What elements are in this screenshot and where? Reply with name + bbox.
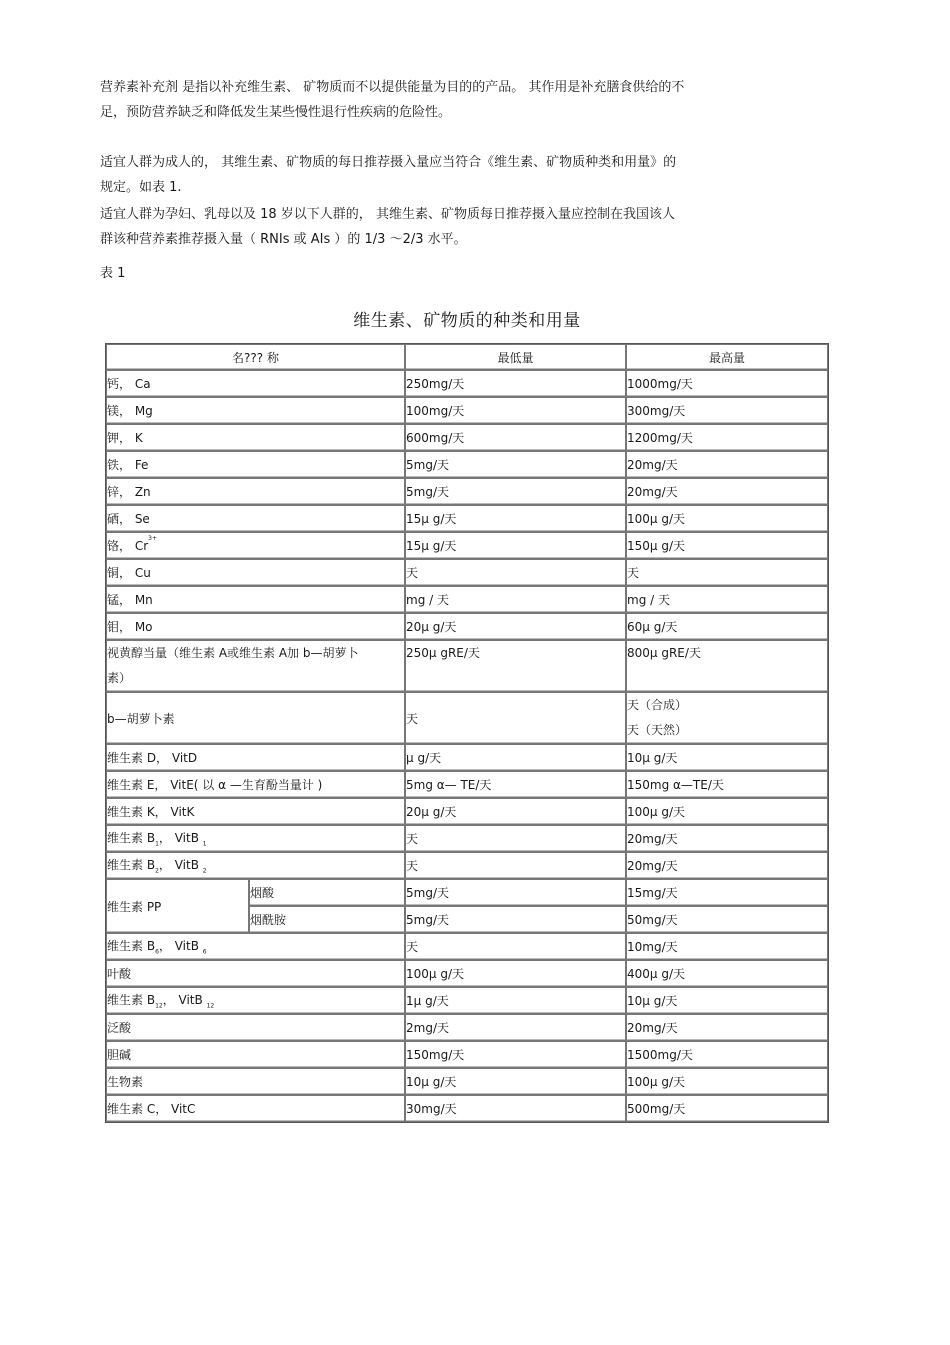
nutrient-name: b—胡萝卜素 bbox=[106, 692, 405, 744]
nutrient-subscript: 1 bbox=[202, 840, 207, 848]
min-amount: 天 bbox=[405, 559, 626, 586]
min-amount: 天 bbox=[405, 852, 626, 879]
intro-paragraph-3 bbox=[100, 202, 840, 252]
nutrient-name: 维生素 D， VitD bbox=[106, 744, 405, 771]
nutrient-name: 锌， Zn bbox=[106, 478, 405, 505]
table-row bbox=[106, 960, 828, 987]
nutrient-name: 镁， Mg bbox=[106, 397, 405, 424]
max-amount: 150mg α—TE/天 bbox=[626, 771, 828, 798]
nutrient-name-line: 视黄醇当量（维生素 A或维生素 A加 b—胡萝卜 bbox=[107, 646, 359, 660]
max-amount: 1500mg/天 bbox=[626, 1041, 828, 1068]
max-amount: 500mg/天 bbox=[626, 1095, 828, 1122]
table-row bbox=[106, 451, 828, 478]
nutrient-name bbox=[106, 852, 405, 879]
nutrient-subname: 烟酸 bbox=[249, 879, 405, 906]
nutrient-name bbox=[106, 933, 405, 960]
min-amount: 1μ g/天 bbox=[405, 987, 626, 1014]
table-row bbox=[106, 613, 828, 640]
nutrient-name-text: ， VitB bbox=[158, 939, 203, 954]
nutrient-subscript: 2 bbox=[202, 867, 207, 875]
header-min: 最低量 bbox=[405, 344, 626, 370]
min-amount: 天 bbox=[405, 933, 626, 960]
table-row bbox=[106, 1095, 828, 1122]
min-amount: 5mg/天 bbox=[405, 451, 626, 478]
nutrient-subscript: 1 bbox=[155, 840, 159, 848]
header-max: 最高量 bbox=[626, 344, 828, 370]
intro-line: 群该种营养素推荐摄入量（ RNIs 或 AIs ）的 1/3 ～2/3 水平。 bbox=[100, 232, 467, 247]
intro-line: 适宜人群为孕妇、乳母以及 18 岁以下人群的， 其维生素、矿物质每日推荐摄入量应控制在我国该人 bbox=[100, 207, 675, 222]
nutrient-table bbox=[105, 343, 829, 1123]
table-row bbox=[106, 478, 828, 505]
table-row bbox=[106, 532, 828, 559]
nutrient-name-text: 铬， Cr bbox=[107, 539, 149, 553]
table-row bbox=[106, 798, 828, 825]
intro-line: 适宜人群为成人的， 其维生素、矿物质的每日推荐摄入量应当符合《维生素、矿物质种类和用量》的 bbox=[100, 155, 677, 170]
max-amount: 20mg/天 bbox=[626, 852, 828, 879]
max-amount: 天 bbox=[626, 559, 828, 586]
nutrient-name: 硒， Se bbox=[106, 505, 405, 532]
nutrient-name bbox=[106, 532, 405, 559]
nutrient-subscript: 2 bbox=[155, 867, 159, 875]
nutrient-name-text: 维生素 B bbox=[107, 939, 156, 954]
nutrient-name: 锰， Mn bbox=[106, 586, 405, 613]
chromium-superscript: 3+ bbox=[148, 535, 157, 542]
nutrient-subname: 烟酰胺 bbox=[249, 906, 405, 933]
max-amount: 20mg/天 bbox=[626, 825, 828, 852]
intro-paragraph-2 bbox=[100, 150, 840, 200]
max-amount: 1000mg/天 bbox=[626, 370, 828, 397]
min-amount: 5mg α— TE/天 bbox=[405, 771, 626, 798]
min-amount: 5mg/天 bbox=[405, 906, 626, 933]
min-amount: μ g/天 bbox=[405, 744, 626, 771]
max-amount: mg / 天 bbox=[626, 586, 828, 613]
intro-line: 规定。如表 1. bbox=[100, 180, 182, 195]
min-amount: 2mg/天 bbox=[405, 1014, 626, 1041]
table-row bbox=[106, 640, 828, 692]
min-amount: 天 bbox=[405, 825, 626, 852]
max-amount: 100μ g/天 bbox=[626, 798, 828, 825]
intro-line: 足，预防营养缺乏和降低发生某些慢性退行性疾病的危险性。 bbox=[100, 105, 452, 120]
max-amount: 20mg/天 bbox=[626, 478, 828, 505]
max-amount: 150μ g/天 bbox=[626, 532, 828, 559]
table-header-row bbox=[106, 344, 828, 370]
table-row bbox=[106, 505, 828, 532]
intro-line: 营养素补充剂 是指以补充维生素、 矿物质而不以提供能量为目的的产品。 其作用是补充膳食供给的不 bbox=[100, 80, 685, 95]
max-amount: 10μ g/天 bbox=[626, 744, 828, 771]
max-amount: 20mg/天 bbox=[626, 1014, 828, 1041]
nutrient-subscript: 6 bbox=[155, 948, 159, 956]
min-amount: mg / 天 bbox=[405, 586, 626, 613]
max-amount: 20mg/天 bbox=[626, 451, 828, 478]
nutrient-name: 钾， K bbox=[106, 424, 405, 451]
table-row bbox=[106, 879, 828, 906]
table-row bbox=[106, 1041, 828, 1068]
max-amount: 50mg/天 bbox=[626, 906, 828, 933]
min-amount: 250mg/天 bbox=[405, 370, 626, 397]
min-amount: 30mg/天 bbox=[405, 1095, 626, 1122]
table-row bbox=[106, 370, 828, 397]
max-amount: 15mg/天 bbox=[626, 879, 828, 906]
table-title: 维生素、矿物质的种类和用量 bbox=[353, 311, 581, 331]
max-amount: 300mg/天 bbox=[626, 397, 828, 424]
nutrient-name: 维生素 E， VitE( 以 α —生育酚当量计 ) bbox=[106, 771, 405, 798]
nutrient-name: 泛酸 bbox=[106, 1014, 405, 1041]
nutrient-name: 钙， Ca bbox=[106, 370, 405, 397]
min-amount: 20μ g/天 bbox=[405, 613, 626, 640]
table-row bbox=[106, 586, 828, 613]
nutrient-name: 胆碱 bbox=[106, 1041, 405, 1068]
nutrient-name: 维生素 C， VitC bbox=[106, 1095, 405, 1122]
nutrient-name: 维生素 K， VitK bbox=[106, 798, 405, 825]
nutrient-subscript: 12 bbox=[206, 1002, 215, 1010]
max-amount: 1200mg/天 bbox=[626, 424, 828, 451]
nutrient-subscript: 6 bbox=[202, 948, 207, 956]
table-caption: 表 1 bbox=[100, 266, 126, 281]
table-row bbox=[106, 424, 828, 451]
table-row bbox=[106, 987, 828, 1014]
min-amount: 10μ g/天 bbox=[405, 1068, 626, 1095]
min-amount: 100mg/天 bbox=[405, 397, 626, 424]
nutrient-name-line: 素） bbox=[107, 671, 132, 685]
max-amount: 100μ g/天 bbox=[626, 505, 828, 532]
min-amount: 15μ g/天 bbox=[405, 532, 626, 559]
min-amount: 150mg/天 bbox=[405, 1041, 626, 1068]
max-amount: 800μ gRE/天 bbox=[626, 640, 828, 692]
table-row bbox=[106, 1068, 828, 1095]
table-row bbox=[106, 692, 828, 744]
nutrient-name: 钼， Mo bbox=[106, 613, 405, 640]
min-amount: 100μ g/天 bbox=[405, 960, 626, 987]
table-row bbox=[106, 1014, 828, 1041]
table-row bbox=[106, 825, 828, 852]
nutrient-name-text: ， VitB bbox=[162, 993, 207, 1008]
header-name: 名??? 称 bbox=[106, 344, 405, 370]
nutrient-name-text: ， VitB bbox=[158, 858, 203, 873]
table-row bbox=[106, 852, 828, 879]
min-amount: 5mg/天 bbox=[405, 478, 626, 505]
table-row bbox=[106, 397, 828, 424]
table-row bbox=[106, 933, 828, 960]
nutrient-name bbox=[106, 825, 405, 852]
nutrient-name: 铜， Cu bbox=[106, 559, 405, 586]
intro-paragraph-1 bbox=[100, 75, 840, 125]
table-row bbox=[106, 559, 828, 586]
min-amount: 5mg/天 bbox=[405, 879, 626, 906]
max-amount bbox=[626, 692, 828, 744]
min-amount: 15μ g/天 bbox=[405, 505, 626, 532]
max-amount: 10mg/天 bbox=[626, 933, 828, 960]
nutrient-name-text: 维生素 B bbox=[107, 993, 156, 1008]
max-amount-line: 天（合成） bbox=[627, 698, 688, 712]
nutrient-name-text: ， VitB bbox=[158, 831, 203, 846]
nutrient-name: 铁， Fe bbox=[106, 451, 405, 478]
max-amount-line: 天（天然） bbox=[627, 723, 688, 737]
min-amount: 600mg/天 bbox=[405, 424, 626, 451]
min-amount: 20μ g/天 bbox=[405, 798, 626, 825]
nutrient-name: 生物素 bbox=[106, 1068, 405, 1095]
min-amount: 250μ gRE/天 bbox=[405, 640, 626, 692]
nutrient-name-text: 维生素 B bbox=[107, 831, 156, 846]
nutrient-name: 叶酸 bbox=[106, 960, 405, 987]
nutrient-name bbox=[106, 987, 405, 1014]
min-amount: 天 bbox=[405, 692, 626, 744]
max-amount: 60μ g/天 bbox=[626, 613, 828, 640]
max-amount: 10μ g/天 bbox=[626, 987, 828, 1014]
table-row bbox=[106, 744, 828, 771]
nutrient-name: 维生素 PP bbox=[106, 879, 249, 933]
table-row bbox=[106, 771, 828, 798]
nutrient-name bbox=[106, 640, 405, 692]
max-amount: 400μ g/天 bbox=[626, 960, 828, 987]
nutrient-name-text: 维生素 B bbox=[107, 858, 156, 873]
nutrient-subscript: 12 bbox=[155, 1002, 163, 1010]
max-amount: 100μ g/天 bbox=[626, 1068, 828, 1095]
